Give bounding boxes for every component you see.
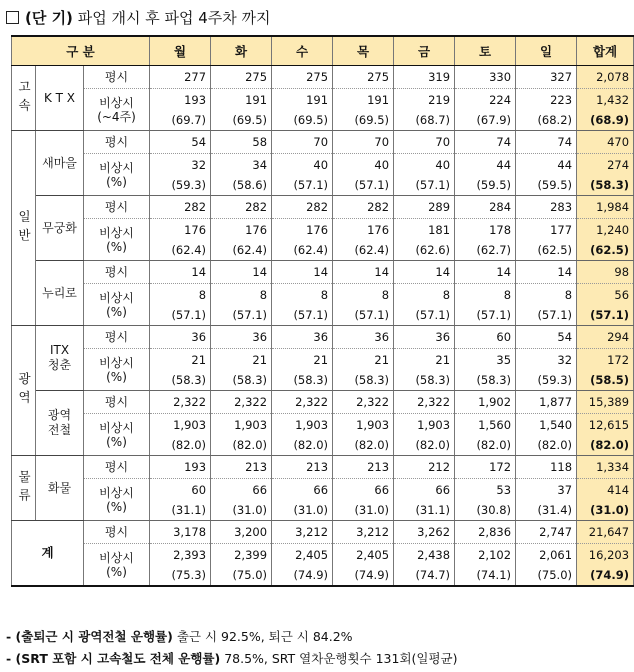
value-cell: (31.0) [211,500,272,521]
value-cell: 327 [516,66,577,89]
value-cell: 74 [455,131,516,154]
value-cell: (31.4) [516,500,577,521]
value-cell: 54 [516,326,577,349]
value-cell: 66 [272,479,333,501]
value-cell: 330 [455,66,516,89]
value-cell: (58.3) [394,370,455,391]
train-type-cell: 화물 [36,456,84,521]
value-cell: 44 [455,154,516,176]
value-cell: (69.5) [333,110,394,131]
table-row [12,349,634,371]
header-day: 일 [516,36,577,66]
footnote-1 [6,627,353,645]
value-cell: 2,102 [455,544,516,566]
value-cell: (74.7) [394,565,455,586]
value-cell: 1,903 [211,414,272,436]
row-label-cell: 비상시 (%) [84,219,150,261]
value-cell: (57.1) [333,175,394,196]
value-cell: (58.3) [211,370,272,391]
page-title [6,6,270,30]
train-schedule-table [11,35,634,587]
value-cell: (59.5) [455,175,516,196]
value-cell: 34 [211,154,272,176]
table-row [12,326,634,349]
value-cell: 44 [516,154,577,176]
category-cell: 일반 [12,131,36,326]
total-cell: 414 [577,479,634,501]
row-label-cell: 평시 [84,391,150,414]
value-cell: 3,178 [150,521,211,544]
value-cell: 191 [211,89,272,111]
header-row [12,36,634,66]
value-cell: 40 [333,154,394,176]
row-label-cell: 평시 [84,456,150,479]
header-day: 토 [455,36,516,66]
value-cell: 223 [516,89,577,111]
value-cell: 2,747 [516,521,577,544]
header-day: 목 [333,36,394,66]
value-cell: 8 [272,284,333,306]
value-cell: (57.1) [394,305,455,326]
train-type-cell: ITX 청춘 [36,326,84,391]
total-cell: 1,432 [577,89,634,111]
value-cell: 2,322 [272,391,333,414]
table-row [12,261,634,284]
value-cell: (59.3) [150,175,211,196]
value-cell: (75.0) [211,565,272,586]
value-cell: (68.7) [394,110,455,131]
value-cell: (31.1) [394,500,455,521]
value-cell: 2,836 [455,521,516,544]
value-cell: 213 [211,456,272,479]
value-cell: 283 [516,196,577,219]
total-cell: (58.5) [577,370,634,391]
value-cell: 14 [455,261,516,284]
value-cell: 2,405 [272,544,333,566]
table-row [12,414,634,436]
value-cell: 176 [333,219,394,241]
value-cell: (58.3) [333,370,394,391]
value-cell: (58.6) [211,175,272,196]
value-cell: (82.0) [333,435,394,456]
value-cell: 1,903 [333,414,394,436]
value-cell: 70 [394,131,455,154]
value-cell: 212 [394,456,455,479]
value-cell: 275 [272,66,333,89]
value-cell: (57.1) [272,175,333,196]
value-cell: 36 [150,326,211,349]
value-cell: (62.6) [394,240,455,261]
value-cell: (59.3) [516,370,577,391]
train-type-cell: 광역 전철 [36,391,84,456]
value-cell: 3,262 [394,521,455,544]
value-cell: 2,322 [394,391,455,414]
value-cell: 1,903 [150,414,211,436]
value-cell: 37 [516,479,577,501]
total-cell: (58.3) [577,175,634,196]
value-cell: 66 [211,479,272,501]
table-row [12,521,634,544]
value-cell: (58.3) [272,370,333,391]
value-cell: 58 [211,131,272,154]
row-label-cell: 평시 [84,261,150,284]
title-text: 파업 개시 후 파업 4주차 까지 [77,9,271,27]
value-cell: (69.5) [272,110,333,131]
value-cell: (69.7) [150,110,211,131]
value-cell: 35 [455,349,516,371]
value-cell: 32 [150,154,211,176]
total-cell: 15,389 [577,391,634,414]
row-label-cell: 비상시 (%) [84,349,150,391]
table-row [12,544,634,566]
value-cell: 277 [150,66,211,89]
header-total: 합계 [577,36,634,66]
value-cell: 1,560 [455,414,516,436]
total-cell: 274 [577,154,634,176]
category-cell: 광역 [12,326,36,456]
total-cell: 1,334 [577,456,634,479]
value-cell: 14 [272,261,333,284]
value-cell: (75.3) [150,565,211,586]
row-label-cell: 평시 [84,131,150,154]
value-cell: 275 [211,66,272,89]
value-cell: 2,322 [211,391,272,414]
table-row [12,479,634,501]
value-cell: (62.5) [516,240,577,261]
value-cell: 191 [272,89,333,111]
category-cell: 계 [12,521,84,587]
value-cell: 40 [272,154,333,176]
total-cell: 172 [577,349,634,371]
total-cell: (57.1) [577,305,634,326]
value-cell: 224 [455,89,516,111]
value-cell: (82.0) [516,435,577,456]
value-cell: (31.1) [150,500,211,521]
total-cell: 98 [577,261,634,284]
value-cell: 3,212 [333,521,394,544]
value-cell: 2,405 [333,544,394,566]
value-cell: 14 [150,261,211,284]
value-cell: 219 [394,89,455,111]
value-cell: 2,399 [211,544,272,566]
value-cell: (74.1) [455,565,516,586]
value-cell: 2,322 [150,391,211,414]
train-type-cell: K T X [36,66,84,131]
table-row [12,66,634,89]
total-cell: 470 [577,131,634,154]
value-cell: 1,903 [272,414,333,436]
value-cell: 2,061 [516,544,577,566]
total-cell: (74.9) [577,565,634,586]
category-cell: 물류 [12,456,36,521]
value-cell: 2,393 [150,544,211,566]
footnote-2 [6,649,458,667]
value-cell: 36 [272,326,333,349]
value-cell: 21 [394,349,455,371]
checkbox-square-icon [6,11,19,24]
value-cell: (74.9) [333,565,394,586]
table-row [12,154,634,176]
footnote-2-text: 78.5%, SRT 열차운행횟수 131회(일평균) [220,651,458,666]
header-day: 화 [211,36,272,66]
table-row [12,284,634,306]
table-row [12,456,634,479]
header-day: 월 [150,36,211,66]
value-cell: 191 [333,89,394,111]
total-cell: (82.0) [577,435,634,456]
value-cell: (82.0) [394,435,455,456]
value-cell: 14 [333,261,394,284]
value-cell: (82.0) [150,435,211,456]
value-cell: 213 [272,456,333,479]
value-cell: 60 [150,479,211,501]
row-label-cell: 평시 [84,66,150,89]
value-cell: (82.0) [272,435,333,456]
total-cell: 16,203 [577,544,634,566]
value-cell: (57.1) [150,305,211,326]
value-cell: 36 [394,326,455,349]
value-cell: 181 [394,219,455,241]
value-cell: 8 [150,284,211,306]
value-cell: 282 [272,196,333,219]
table-row [12,219,634,241]
value-cell: 1,540 [516,414,577,436]
train-type-cell: 무궁화 [36,196,84,261]
value-cell: (68.2) [516,110,577,131]
value-cell: 1,902 [455,391,516,414]
value-cell: 14 [394,261,455,284]
value-cell: 193 [150,89,211,111]
value-cell: 1,903 [394,414,455,436]
total-cell: (31.0) [577,500,634,521]
table-row [12,391,634,414]
value-cell: 21 [272,349,333,371]
value-cell: 319 [394,66,455,89]
value-cell: 2,322 [333,391,394,414]
value-cell: 118 [516,456,577,479]
value-cell: (57.1) [394,175,455,196]
value-cell: 3,212 [272,521,333,544]
category-cell: 고속 [12,66,36,131]
row-label-cell: 비상시 (%) [84,414,150,456]
value-cell: 8 [455,284,516,306]
value-cell: 66 [394,479,455,501]
value-cell: 3,200 [211,521,272,544]
value-cell: (82.0) [455,435,516,456]
value-cell: (57.1) [211,305,272,326]
value-cell: (30.8) [455,500,516,521]
total-cell: (68.9) [577,110,634,131]
value-cell: 8 [394,284,455,306]
row-label-cell: 평시 [84,521,150,544]
table-row [12,131,634,154]
value-cell: (57.1) [516,305,577,326]
value-cell: (31.0) [272,500,333,521]
total-cell: 21,647 [577,521,634,544]
value-cell: 8 [516,284,577,306]
value-cell: (62.4) [150,240,211,261]
row-label-cell: 평시 [84,196,150,219]
value-cell: 213 [333,456,394,479]
value-cell: 74 [516,131,577,154]
value-cell: (67.9) [455,110,516,131]
value-cell: 282 [211,196,272,219]
value-cell: (57.1) [333,305,394,326]
title-prefix: (단 기) [25,9,73,27]
value-cell: 176 [211,219,272,241]
value-cell: 21 [211,349,272,371]
value-cell: 282 [333,196,394,219]
total-cell: 56 [577,284,634,306]
header-category: 구 분 [12,36,150,66]
table-body [12,66,634,587]
value-cell: 282 [150,196,211,219]
value-cell: 289 [394,196,455,219]
value-cell: 178 [455,219,516,241]
value-cell: (57.1) [455,305,516,326]
header-day: 금 [394,36,455,66]
value-cell: 1,877 [516,391,577,414]
value-cell: (58.3) [150,370,211,391]
row-label-cell: 비상시 (%) [84,544,150,587]
value-cell: 66 [333,479,394,501]
value-cell: 32 [516,349,577,371]
value-cell: 21 [333,349,394,371]
header-day: 수 [272,36,333,66]
value-cell: (82.0) [211,435,272,456]
value-cell: 8 [211,284,272,306]
value-cell: 176 [272,219,333,241]
value-cell: (62.4) [272,240,333,261]
row-label-cell: 평시 [84,326,150,349]
train-type-cell: 누리로 [36,261,84,326]
row-label-cell: 비상시 (%) [84,154,150,196]
value-cell: 14 [516,261,577,284]
total-cell: 2,078 [577,66,634,89]
footnote-1-text: 출근 시 92.5%, 퇴근 시 84.2% [172,629,353,644]
value-cell: (58.3) [455,370,516,391]
value-cell: 60 [455,326,516,349]
value-cell: (62.4) [333,240,394,261]
train-type-cell: 새마을 [36,131,84,196]
value-cell: (57.1) [272,305,333,326]
row-label-cell: 비상시 (%) [84,479,150,521]
value-cell: 2,438 [394,544,455,566]
total-cell: 1,240 [577,219,634,241]
total-cell: (62.5) [577,240,634,261]
value-cell: (75.0) [516,565,577,586]
value-cell: 177 [516,219,577,241]
total-cell: 1,984 [577,196,634,219]
value-cell: 36 [333,326,394,349]
value-cell: (74.9) [272,565,333,586]
value-cell: (62.4) [211,240,272,261]
value-cell: 21 [150,349,211,371]
row-label-cell: 비상시 (~4주) [84,89,150,131]
value-cell: 54 [150,131,211,154]
total-cell: 294 [577,326,634,349]
row-label-cell: 비상시 (%) [84,284,150,326]
value-cell: (62.7) [455,240,516,261]
value-cell: 8 [333,284,394,306]
table-row [12,196,634,219]
total-cell: 12,615 [577,414,634,436]
value-cell: 70 [272,131,333,154]
value-cell: (31.0) [333,500,394,521]
value-cell: (69.5) [211,110,272,131]
footnote-1-bold: - (출퇴근 시 광역전철 운행률) [6,629,173,644]
value-cell: 172 [455,456,516,479]
value-cell: 275 [333,66,394,89]
value-cell: 14 [211,261,272,284]
value-cell: 193 [150,456,211,479]
table-row [12,89,634,111]
value-cell: 284 [455,196,516,219]
value-cell: (59.5) [516,175,577,196]
value-cell: 36 [211,326,272,349]
footnote-2-bold: - (SRT 포함 시 고속철도 전체 운행률) [6,651,221,666]
value-cell: 176 [150,219,211,241]
value-cell: 70 [333,131,394,154]
value-cell: 40 [394,154,455,176]
value-cell: 53 [455,479,516,501]
